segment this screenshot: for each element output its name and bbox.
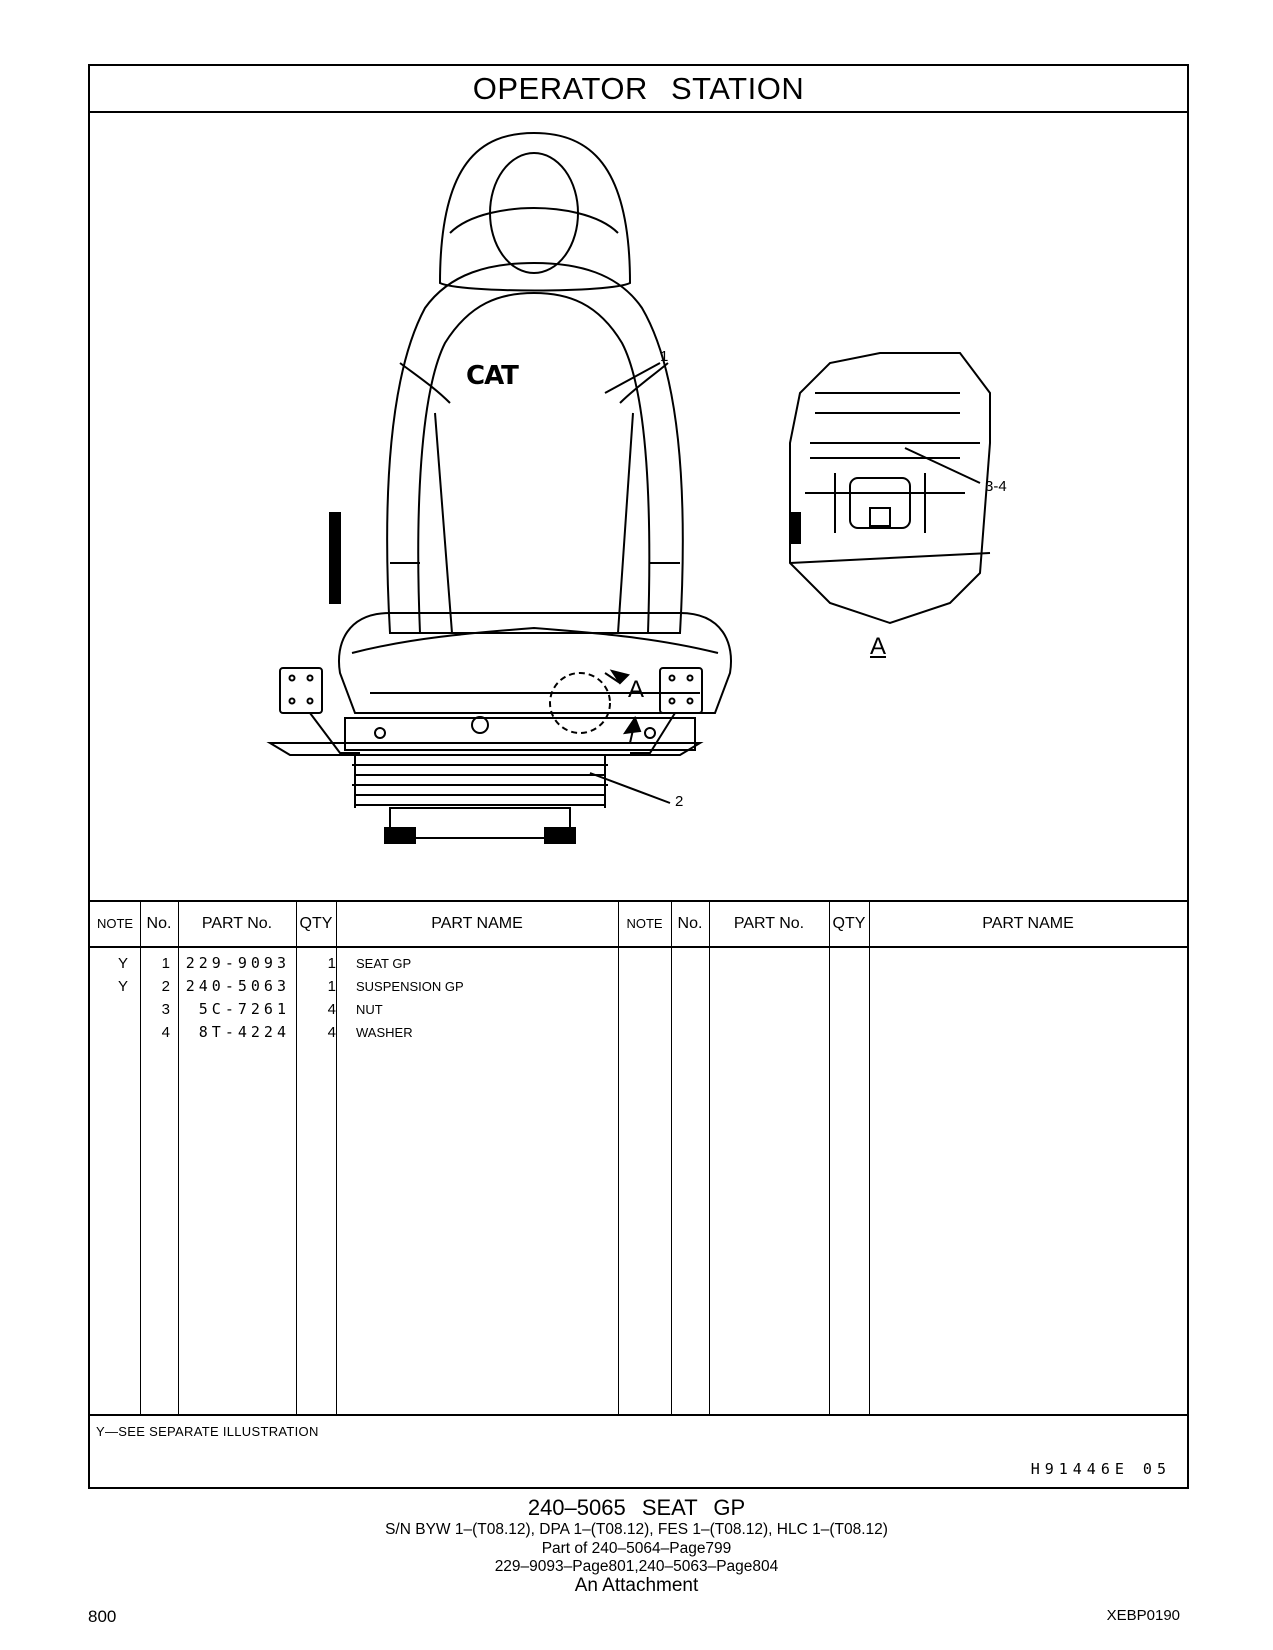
callout-2: 2	[675, 793, 684, 810]
illustration-code: H91446E 05	[1030, 1460, 1171, 1478]
header-partno-left: PART No.	[201, 915, 273, 932]
footnote-legend: Y—SEE SEPARATE ILLUSTRATION	[96, 1424, 319, 1439]
header-note-left: NOTE	[96, 916, 134, 931]
row-part-name: NUT	[356, 1002, 383, 1017]
caption-part-of: Part of 240–5064–Page799	[541, 1540, 732, 1557]
callout-1: 1	[660, 348, 669, 365]
row-part-no: 240-5063	[185, 977, 290, 995]
col-divider	[829, 902, 830, 1416]
row-part-name: SEAT GP	[356, 956, 412, 971]
header-partname-right: PART NAME	[982, 915, 1074, 932]
parts-table	[90, 900, 1187, 1414]
cat-logo: CAT	[466, 361, 518, 391]
row-qty: 4	[327, 1024, 336, 1041]
header-note-right: NOTE	[626, 916, 663, 931]
row-no: 1	[161, 955, 170, 972]
col-divider	[618, 902, 619, 1416]
header-qty-left: QTY	[299, 915, 333, 932]
headrest-inner	[490, 153, 578, 273]
document-code: XEBP0190	[1106, 1607, 1180, 1624]
row-part-name: SUSPENSION GP	[356, 979, 464, 994]
table-row	[90, 952, 618, 975]
callout-3-4: 3-4	[985, 478, 1007, 495]
seat-drawing	[90, 113, 1187, 900]
header-partname-left: PART NAME	[431, 915, 523, 932]
page-number: 800	[88, 1607, 117, 1626]
parts-table-header	[90, 902, 1187, 948]
row-no: 4	[161, 1024, 170, 1041]
detail-marker-a: A	[628, 676, 645, 703]
row-note: Y	[117, 978, 128, 995]
detail-label-a: A	[870, 633, 887, 660]
header-no-left: No.	[146, 915, 172, 932]
col-divider	[709, 902, 710, 1416]
header-no-right: No.	[677, 915, 703, 932]
suspension-bellows	[352, 755, 608, 805]
row-no: 2	[161, 978, 170, 995]
header-qty-right: QTY	[832, 915, 866, 932]
page-title: OPERATOR STATION	[90, 66, 1187, 113]
caption-attachment: An Attachment	[574, 1575, 699, 1596]
col-divider	[869, 902, 870, 1416]
caption-serial-numbers: S/N BYW 1–(T08.12), DPA 1–(T08.12), FES 1–(T08.12), HLC 1–(T08.12)	[385, 1521, 888, 1538]
table-footer	[90, 1414, 1187, 1489]
header-partno-right: PART No.	[733, 915, 805, 932]
row-qty: 1	[327, 978, 336, 995]
row-part-no: 5C-7261	[198, 1000, 290, 1018]
row-no: 3	[161, 1001, 170, 1018]
table-row	[90, 998, 618, 1021]
col-divider	[671, 902, 672, 1416]
caption-title: 240–5065 SEAT GP	[527, 1495, 746, 1520]
table-row	[90, 975, 618, 998]
row-part-no: 8T-4224	[198, 1023, 290, 1041]
caption-references: 229–9093–Page801,240–5063–Page804	[494, 1558, 779, 1575]
seat-illustration	[90, 113, 1187, 900]
row-note: Y	[117, 955, 128, 972]
table-row	[90, 1021, 618, 1044]
backrest	[387, 263, 683, 633]
row-part-no: 229-9093	[185, 954, 290, 972]
row-qty: 1	[327, 955, 336, 972]
row-part-name: WASHER	[356, 1025, 413, 1040]
parts-page-frame	[88, 64, 1189, 1489]
headrest	[440, 133, 630, 291]
row-qty: 4	[327, 1001, 336, 1018]
